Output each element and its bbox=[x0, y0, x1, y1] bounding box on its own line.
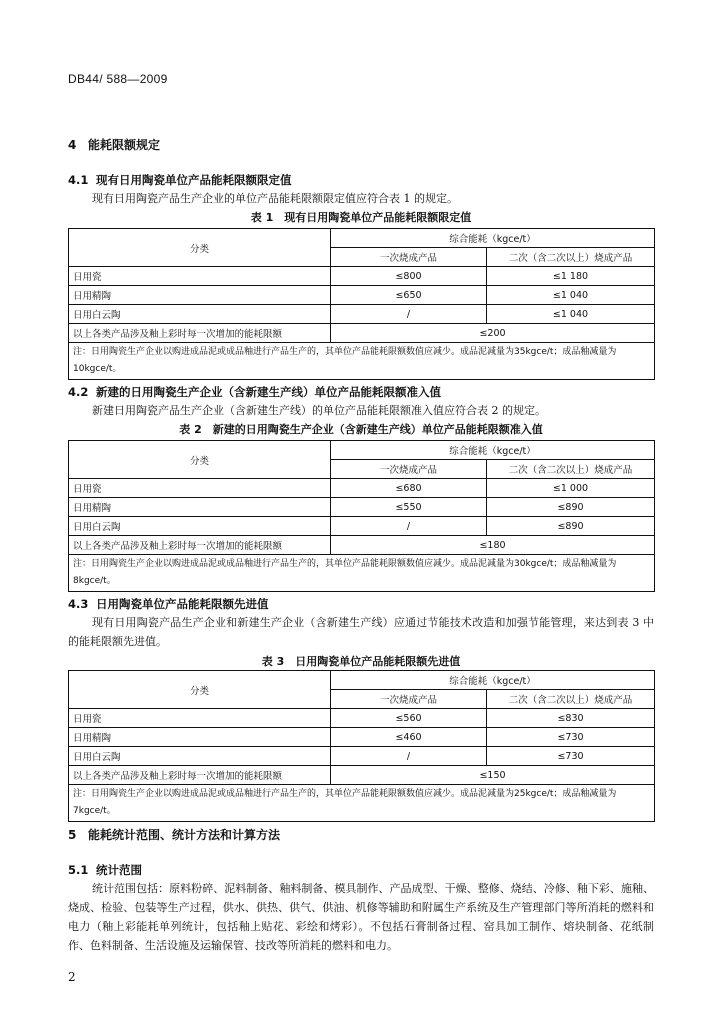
row-twice-value: ≤890 bbox=[487, 498, 655, 517]
row-name: 日用白云陶 bbox=[69, 305, 331, 324]
table-row bbox=[69, 728, 655, 747]
table-3-caption: 表 3 日用陶瓷单位产品能耗限额先进值 bbox=[261, 655, 461, 668]
section-title: 统计范围 bbox=[96, 863, 142, 877]
row-name: 日用瓷 bbox=[69, 479, 331, 498]
section-number: 5.1 bbox=[68, 863, 89, 877]
header-twice-fired: 二次（含二次以上）烧成产品 bbox=[487, 460, 655, 479]
table-row bbox=[69, 305, 655, 324]
header-once-fired: 一次烧成产品 bbox=[331, 460, 487, 479]
header-category: 分类 bbox=[69, 671, 331, 709]
table-note: 注：日用陶瓷生产企业以购进成品泥或成品釉进行产品生产的，其单位产品能耗限额数值应减少。成品泥减量为30kgce/t；成品釉减量为 8kgce/t。 bbox=[69, 555, 655, 592]
section-4-heading bbox=[68, 136, 160, 153]
extra-value: ≤180 bbox=[331, 536, 655, 555]
row-name: 日用精陶 bbox=[69, 286, 331, 305]
extra-label: 以上各类产品涉及釉上彩时每一次增加的能耗限额 bbox=[69, 324, 331, 343]
table-extra-row bbox=[69, 324, 655, 343]
table-row bbox=[69, 747, 655, 766]
row-name: 日用精陶 bbox=[69, 728, 331, 747]
section-4-2-paragraph: 新建日用陶瓷产品生产企业（含新建生产线）的单位产品能耗限额准入值应符合表 2 的规定。 bbox=[92, 404, 546, 417]
table-note-row bbox=[69, 343, 655, 380]
page-number: 2 bbox=[68, 970, 76, 984]
section-number: 4.1 bbox=[68, 173, 89, 187]
row-once-value: ≤460 bbox=[331, 728, 487, 747]
row-once-value: / bbox=[331, 747, 487, 766]
table-header-row bbox=[69, 229, 655, 248]
section-number: 4 bbox=[68, 138, 77, 152]
row-twice-value: ≤1 040 bbox=[487, 305, 655, 324]
row-name: 日用瓷 bbox=[69, 709, 331, 728]
section-number: 4.3 bbox=[68, 597, 89, 611]
header-twice-fired: 二次（含二次以上）烧成产品 bbox=[487, 690, 655, 709]
table-note: 注：日用陶瓷生产企业以购进成品泥或成品釉进行产品生产的，其单位产品能耗限额数值应减少。成品泥减量为25kgce/t；成品釉减量为 7kgce/t。 bbox=[69, 785, 655, 822]
row-twice-value: ≤1 180 bbox=[487, 267, 655, 286]
section-4-3-heading bbox=[68, 596, 269, 612]
table-note-row bbox=[69, 555, 655, 592]
section-title: 现有日用陶瓷单位产品能耗限额限定值 bbox=[96, 173, 292, 187]
section-4-2-heading bbox=[68, 384, 441, 400]
header-energy: 综合能耗（kgce/t） bbox=[331, 441, 655, 460]
header-category: 分类 bbox=[69, 441, 331, 479]
row-name: 日用白云陶 bbox=[69, 517, 331, 536]
row-once-value: / bbox=[331, 517, 487, 536]
section-title: 日用陶瓷单位产品能耗限额先进值 bbox=[96, 597, 269, 611]
row-once-value: ≤560 bbox=[331, 709, 487, 728]
table-2 bbox=[68, 440, 655, 592]
table-3 bbox=[68, 670, 655, 822]
table-2-caption: 表 2 新建的日用陶瓷生产企业（含新建生产线）单位产品能耗限额准入值 bbox=[179, 423, 543, 436]
section-title: 新建的日用陶瓷生产企业（含新建生产线）单位产品能耗限额准入值 bbox=[96, 385, 441, 399]
table-row bbox=[69, 498, 655, 517]
section-5-heading bbox=[68, 826, 280, 843]
header-energy: 综合能耗（kgce/t） bbox=[331, 229, 655, 248]
extra-value: ≤150 bbox=[331, 766, 655, 785]
row-once-value: ≤550 bbox=[331, 498, 487, 517]
extra-label: 以上各类产品涉及釉上彩时每一次增加的能耗限额 bbox=[69, 766, 331, 785]
row-once-value: ≤650 bbox=[331, 286, 487, 305]
table-row bbox=[69, 709, 655, 728]
table-extra-row bbox=[69, 536, 655, 555]
header-once-fired: 一次烧成产品 bbox=[331, 690, 487, 709]
section-5-1-heading bbox=[68, 862, 142, 878]
row-twice-value: ≤730 bbox=[487, 728, 655, 747]
header-energy: 综合能耗（kgce/t） bbox=[331, 671, 655, 690]
row-name: 日用瓷 bbox=[69, 267, 331, 286]
row-name: 日用白云陶 bbox=[69, 747, 331, 766]
table-extra-row bbox=[69, 766, 655, 785]
row-once-value: / bbox=[331, 305, 487, 324]
row-once-value: ≤800 bbox=[331, 267, 487, 286]
row-twice-value: ≤1 000 bbox=[487, 479, 655, 498]
section-number: 5 bbox=[68, 828, 77, 842]
table-row bbox=[69, 286, 655, 305]
row-name: 日用精陶 bbox=[69, 498, 331, 517]
section-5-1-paragraph: 统计范围包括：原料粉碎、泥料制备、釉料制备、模具制作、产品成型、干燥、整修、烧结、冷修、釉下彩、施釉、烧成、检验、包装等生产过程，供水、供热、供气、供油、机修等辅助和附属生产系统及生产管理部门等所消耗的燃料和电力（釉上彩能耗单列统计，包括釉上贴花、彩绘和烤彩）。不包括石膏制备过程、窑具加工制作、熔块制备、花纸制作、色料制备、生活设施及运输保管、技改等所消耗的燃料和电力。 bbox=[68, 882, 654, 952]
row-twice-value: ≤730 bbox=[487, 747, 655, 766]
table-header-row bbox=[69, 441, 655, 460]
table-note-row bbox=[69, 785, 655, 822]
table-note: 注：日用陶瓷生产企业以购进成品泥或成品釉进行产品生产的，其单位产品能耗限额数值应减少。成品泥减量为35kgce/t；成品釉减量为 10kgce/t。 bbox=[69, 343, 655, 380]
table-row bbox=[69, 517, 655, 536]
table-row bbox=[69, 479, 655, 498]
section-4-3-paragraph: 现有日用陶瓷产品生产企业和新建生产企业（含新建生产线）应通过节能技术改造和加强节能管理，来达到表 3 中的能耗限额先进值。 bbox=[68, 616, 654, 648]
row-once-value: ≤680 bbox=[331, 479, 487, 498]
extra-label: 以上各类产品涉及釉上彩时每一次增加的能耗限额 bbox=[69, 536, 331, 555]
table-1-caption: 表 1 现有日用陶瓷单位产品能耗限额限定值 bbox=[250, 211, 472, 224]
section-number: 4.2 bbox=[68, 385, 89, 399]
row-twice-value: ≤1 040 bbox=[487, 286, 655, 305]
row-twice-value: ≤830 bbox=[487, 709, 655, 728]
section-title: 能耗统计范围、统计方法和计算方法 bbox=[88, 828, 281, 842]
header-twice-fired: 二次（含二次以上）烧成产品 bbox=[487, 248, 655, 267]
header-once-fired: 一次烧成产品 bbox=[331, 248, 487, 267]
section-4-1-paragraph: 现有日用陶瓷产品生产企业的单位产品能耗限额限定值应符合表 1 的规定。 bbox=[92, 192, 458, 205]
table-header-row bbox=[69, 671, 655, 690]
standard-code: DB44/ 588—2009 bbox=[68, 72, 168, 86]
row-twice-value: ≤890 bbox=[487, 517, 655, 536]
extra-value: ≤200 bbox=[331, 324, 655, 343]
header-category: 分类 bbox=[69, 229, 331, 267]
table-row bbox=[69, 267, 655, 286]
section-4-1-heading bbox=[68, 172, 292, 188]
table-1 bbox=[68, 228, 655, 380]
section-title: 能耗限额规定 bbox=[88, 138, 161, 152]
